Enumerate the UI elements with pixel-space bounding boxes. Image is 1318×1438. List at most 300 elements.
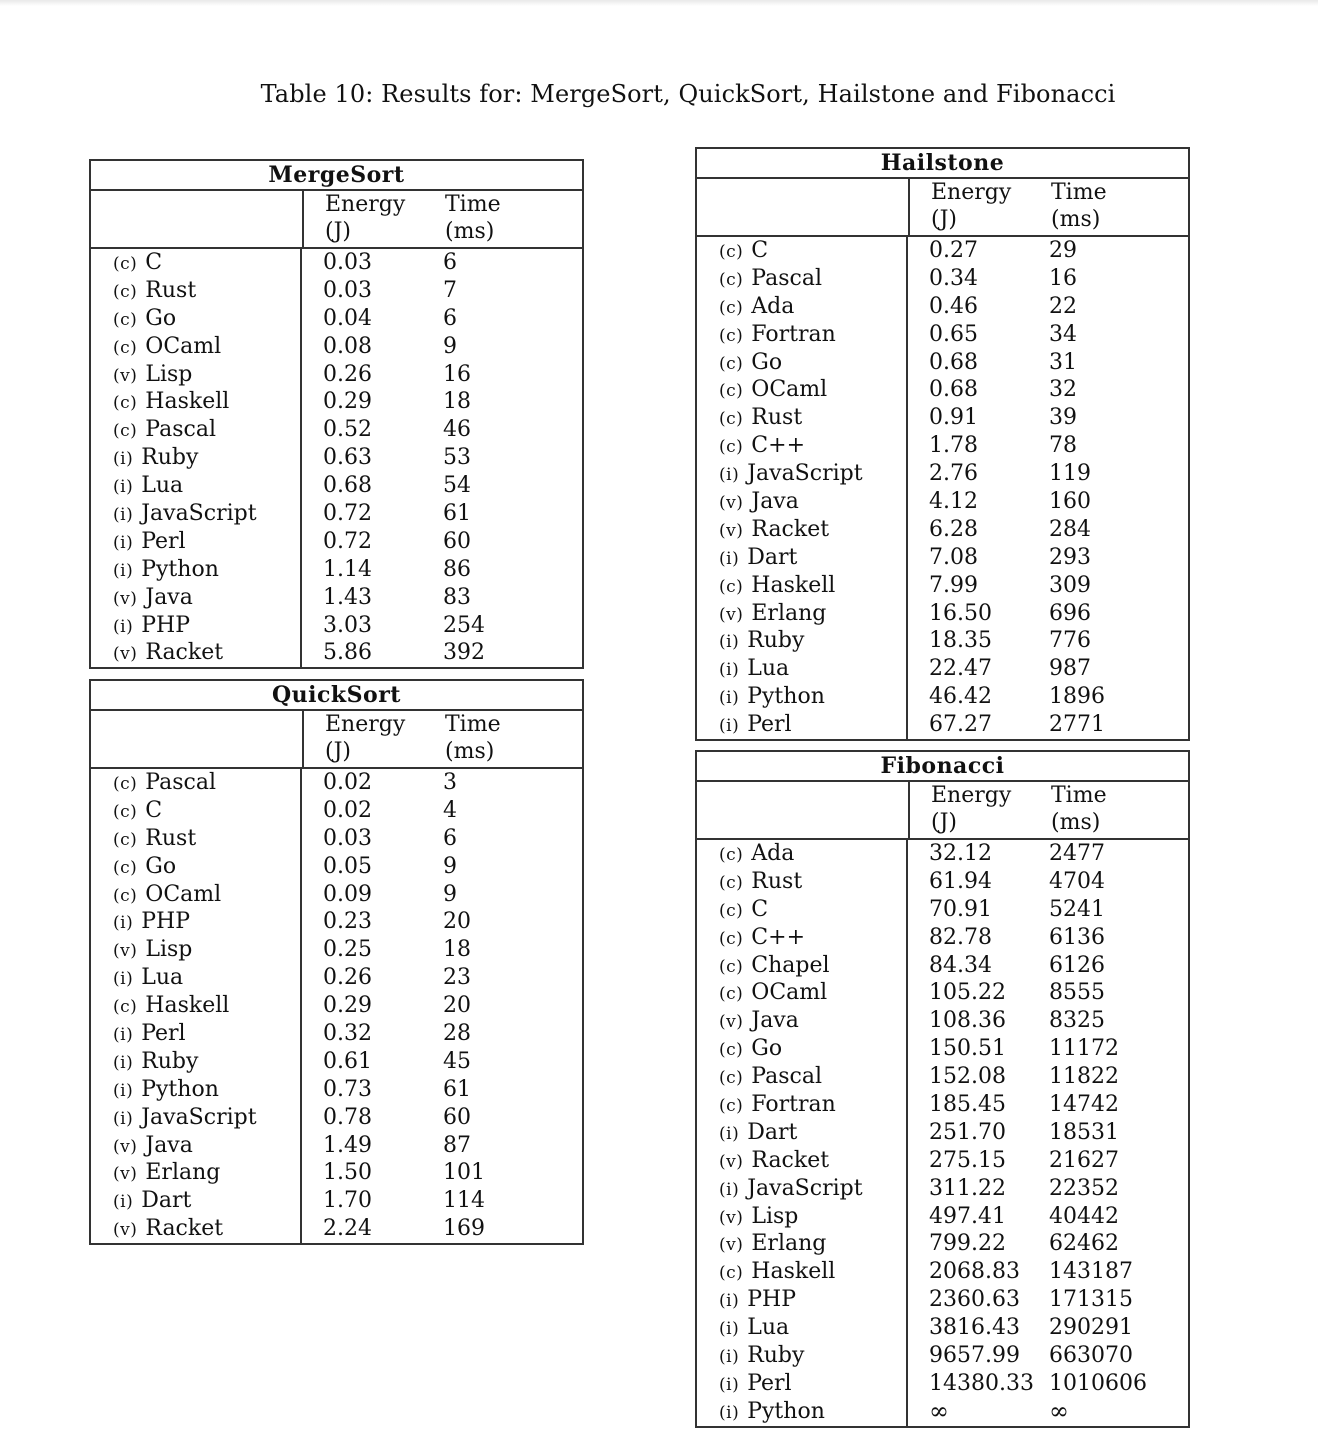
language-category-tag: (i) [113,477,134,498]
time-cell: 31 [1049,349,1077,375]
language-cell [113,908,300,936]
time-cell: 14742 [1049,1092,1119,1118]
language-name: Perl [747,712,792,738]
language-name: Lisp [145,361,193,387]
language-cell [719,655,906,683]
language-name: Rust [145,277,197,303]
table-title: Hailstone [697,149,1188,179]
energy-cell: 0.52 [323,417,372,443]
language-cell [719,572,906,600]
language-cell [113,936,300,964]
language-cell [113,769,300,797]
language-category-tag: (c) [719,956,744,977]
time-cell: 8555 [1049,980,1105,1006]
language-category-tag: (v) [113,588,138,609]
language-name: JavaScript [141,1104,257,1130]
energy-header-unit: (J) [931,207,957,232]
time-cell: 2771 [1049,712,1105,738]
language-name: Lua [747,656,790,682]
energy-cell: 18.35 [929,628,992,654]
time-column [443,249,582,667]
language-category-tag: (i) [719,688,740,709]
language-column [697,237,908,739]
language-name: C [145,797,163,823]
table-body [697,840,1188,1426]
energy-cell: 0.46 [929,293,978,319]
time-header-unit: (ms) [1051,810,1101,835]
language-cell [719,1091,906,1119]
language-category-tag: (c) [113,281,138,302]
time-cell: 6 [443,250,457,275]
language-name: Go [751,349,783,375]
language-category-tag: (v) [719,1012,744,1033]
language-name: C++ [751,924,805,950]
fibonacci-table [695,750,1190,1428]
language-cell [113,361,300,389]
language-name: Lisp [145,937,193,963]
energy-cell: 32.12 [929,841,992,866]
time-header-label: Time [445,712,501,737]
energy-cell: 61.94 [929,868,992,894]
language-cell [113,964,300,992]
time-cell: 1010606 [1049,1370,1147,1396]
language-cell [113,1215,300,1243]
language-cell [719,711,906,739]
language-name: Dart [747,1119,798,1145]
language-category-tag: (c) [113,829,138,850]
language-name: Python [747,684,825,710]
time-cell: 20 [443,909,471,935]
language-category-tag: (c) [113,885,138,906]
energy-cell: 0.68 [929,377,978,403]
language-cell [719,952,906,980]
language-cell [719,1175,906,1203]
language-name: Haskell [751,572,836,598]
language-name: C [751,896,769,922]
energy-cell: 6.28 [929,516,978,542]
language-category-tag: (c) [113,254,138,274]
language-cell [719,488,906,516]
energy-cell: 0.09 [323,881,372,907]
energy-column [908,237,1049,739]
time-cell: 254 [443,612,485,638]
language-name: Go [145,853,177,879]
time-cell: 34 [1049,321,1077,347]
language-cell [719,600,906,628]
energy-header [910,179,1051,235]
language-cell [113,639,300,667]
language-name: Ruby [141,1048,199,1074]
language-category-tag: (i) [719,465,740,486]
language-category-tag: (v) [719,1207,744,1228]
language-cell [113,797,300,825]
time-cell: 22352 [1049,1175,1119,1201]
hailstone-table [695,147,1190,741]
time-cell: 46 [443,417,471,443]
energy-cell: 108.36 [929,1008,1006,1034]
language-category-tag: (c) [719,1068,744,1089]
language-category-tag: (i) [719,1347,740,1368]
time-cell: 87 [443,1132,471,1158]
page-top-shadow [0,0,1318,6]
time-cell: 60 [443,528,471,554]
language-header-cell [697,179,910,235]
language-category-tag: (v) [719,520,744,541]
time-cell: 290291 [1049,1315,1133,1341]
table-title: QuickSort [91,681,582,711]
language-category-tag: (i) [719,1291,740,1312]
energy-cell: 251.70 [929,1119,1006,1145]
language-cell [113,1048,300,1076]
language-name: Lua [747,1315,790,1341]
language-category-tag: (i) [113,1192,134,1213]
energy-cell: 1.50 [323,1160,372,1186]
energy-cell: 22.47 [929,656,992,682]
language-category-tag: (c) [113,801,138,822]
language-name: C [751,238,769,263]
language-name: Perl [747,1370,792,1396]
energy-cell: 152.08 [929,1064,1006,1090]
language-name: Rust [145,825,197,851]
energy-cell: 0.04 [323,305,372,331]
time-cell: 6136 [1049,924,1105,950]
language-name: Lua [141,473,184,499]
language-category-tag: (i) [719,660,740,681]
table-body [697,237,1188,739]
language-name: Erlang [751,600,827,626]
time-cell: 6 [443,825,457,851]
energy-cell: 0.68 [323,473,372,499]
time-cell: 23 [443,965,471,991]
language-cell [113,881,300,909]
language-cell [719,265,906,293]
table-caption: Table 10: Results for: MergeSort, QuickSort, Hailstone and Fibonacci [260,80,1116,108]
language-cell [719,1063,906,1091]
language-cell [113,853,300,881]
energy-cell: 4.12 [929,489,978,515]
language-column [91,769,302,1243]
time-cell: 28 [443,1021,471,1047]
time-header-label: Time [1051,180,1107,205]
energy-cell: 84.34 [929,952,992,978]
time-cell: 663070 [1049,1343,1133,1369]
time-header-label: Time [1051,783,1107,808]
language-category-tag: (c) [719,900,744,921]
language-category-tag: (c) [719,353,744,374]
language-name: Python [747,1398,825,1424]
time-cell: 16 [1049,265,1077,291]
energy-cell: 1.14 [323,556,372,582]
language-cell [113,500,300,528]
language-name: C [145,250,163,275]
energy-cell: 0.68 [929,349,978,375]
language-category-tag: (c) [719,242,744,262]
language-cell [719,1342,906,1370]
language-category-tag: (c) [719,928,744,949]
table-header [91,711,582,769]
language-category-tag: (v) [719,1235,744,1256]
energy-column [908,840,1049,1426]
energy-cell: 0.72 [323,528,372,554]
energy-cell: 1.43 [323,584,372,610]
energy-cell: 185.45 [929,1092,1006,1118]
language-cell [719,1203,906,1231]
energy-cell: 14380.33 [929,1370,1034,1396]
time-cell: 61 [443,501,471,527]
language-category-tag: (v) [113,1136,138,1157]
energy-cell: 0.65 [929,321,978,347]
energy-cell: 16.50 [929,600,992,626]
language-cell [719,979,906,1007]
energy-cell: 2068.83 [929,1259,1020,1285]
language-cell [113,1104,300,1132]
language-name: Rust [751,868,803,894]
language-category-tag: (v) [113,1164,138,1185]
time-cell: 9 [443,881,457,907]
energy-cell: 0.27 [929,238,978,263]
language-name: Python [141,1076,219,1102]
time-column [1049,840,1188,1426]
time-cell: 5241 [1049,896,1105,922]
time-cell: 20 [443,993,471,1019]
time-cell: 8325 [1049,1008,1105,1034]
time-cell: 16 [443,361,471,387]
language-name: Go [145,305,177,331]
language-category-tag: (c) [719,1096,744,1117]
language-category-tag: (i) [719,716,740,737]
energy-cell: 0.29 [323,993,372,1019]
time-cell: 61 [443,1076,471,1102]
time-header [445,191,582,247]
language-name: Haskell [145,389,230,415]
table-header [697,179,1188,237]
language-category-tag: (i) [719,1374,740,1395]
energy-cell: 3.03 [323,612,372,638]
time-cell: 29 [1049,238,1077,263]
language-name: Java [751,489,799,515]
language-category-tag: (i) [113,532,134,553]
energy-header-unit: (J) [325,219,351,244]
energy-cell: 150.51 [929,1036,1006,1062]
time-cell: 696 [1049,600,1091,626]
language-category-tag: (c) [113,393,138,414]
language-cell [113,556,300,584]
energy-cell: 2.76 [929,461,978,487]
energy-header [304,711,445,767]
language-column [91,249,302,667]
language-category-tag: (v) [113,365,138,386]
energy-cell: 0.02 [323,797,372,823]
language-name: Perl [141,528,186,554]
language-cell [719,460,906,488]
language-category-tag: (i) [719,1179,740,1200]
energy-cell: 0.08 [323,333,372,359]
language-name: Ruby [747,628,805,654]
time-cell: 39 [1049,405,1077,431]
language-category-tag: (c) [113,774,138,794]
language-name: Racket [751,516,830,542]
language-name: Java [145,1132,193,1158]
language-name: Pascal [751,265,822,291]
time-header [1051,782,1188,838]
language-category-tag: (i) [719,1402,740,1423]
time-header [1051,179,1188,235]
language-column [697,840,908,1426]
energy-cell: 9657.99 [929,1343,1020,1369]
time-cell: 392 [443,640,485,666]
time-cell: 171315 [1049,1287,1133,1313]
time-column [1049,237,1188,739]
energy-cell: 46.42 [929,684,992,710]
language-category-tag: (c) [113,421,138,442]
language-category-tag: (c) [719,325,744,346]
language-category-tag: (i) [113,969,134,990]
language-category-tag: (v) [719,493,744,514]
language-name: OCaml [145,881,222,907]
time-cell: 9 [443,853,457,879]
time-cell: 987 [1049,656,1091,682]
energy-cell: 2360.63 [929,1287,1020,1313]
language-category-tag: (c) [719,437,744,458]
language-name: Erlang [751,1231,827,1257]
language-cell [113,825,300,853]
language-cell [719,293,906,321]
energy-cell: 0.03 [323,277,372,303]
language-cell [719,1119,906,1147]
time-cell: 78 [1049,433,1077,459]
energy-cell: 0.63 [323,445,372,471]
language-category-tag: (i) [113,1025,134,1046]
time-cell: 6126 [1049,952,1105,978]
language-cell [719,1286,906,1314]
language-cell [719,376,906,404]
language-category-tag: (i) [113,505,134,526]
language-category-tag: (i) [719,1319,740,1340]
language-name: Java [751,1008,799,1034]
time-cell: 284 [1049,516,1091,542]
energy-cell: 2.24 [323,1216,372,1242]
language-cell [719,1230,906,1258]
energy-cell: 0.25 [323,937,372,963]
time-cell: 160 [1049,489,1091,515]
time-cell: 101 [443,1160,485,1186]
energy-cell: 0.61 [323,1048,372,1074]
language-name: OCaml [751,377,828,403]
energy-cell: 0.91 [929,405,978,431]
language-name: Ada [751,841,795,866]
energy-cell: 275.15 [929,1147,1006,1173]
language-cell [113,1187,300,1215]
language-category-tag: (c) [113,997,138,1018]
language-cell [113,1159,300,1187]
language-name: Pascal [145,417,216,443]
time-cell: 22 [1049,293,1077,319]
language-category-tag: (v) [719,1151,744,1172]
energy-cell: 82.78 [929,924,992,950]
language-name: Fortran [751,321,836,347]
language-name: JavaScript [747,1175,863,1201]
time-cell: 293 [1049,544,1091,570]
language-name: Java [145,584,193,610]
language-category-tag: (c) [113,337,138,358]
language-name: PHP [141,909,190,935]
energy-column [302,769,443,1243]
language-category-tag: (i) [113,1052,134,1073]
energy-column [302,249,443,667]
language-cell [719,1035,906,1063]
language-category-tag: (i) [113,560,134,581]
energy-header-label: Energy [931,783,1012,808]
language-category-tag: (c) [719,409,744,430]
language-category-tag: (c) [719,381,744,402]
time-cell: 776 [1049,628,1091,654]
time-header-label: Time [445,192,501,217]
language-category-tag: (c) [719,1263,744,1284]
time-cell: 18531 [1049,1119,1119,1145]
language-name: Ruby [141,445,199,471]
time-header [445,711,582,767]
language-cell [113,416,300,444]
energy-cell: 7.99 [929,572,978,598]
energy-header-label: Energy [931,180,1012,205]
language-name: Pascal [751,1064,822,1090]
language-cell [113,528,300,556]
language-name: Ada [751,293,795,319]
language-cell [719,1314,906,1342]
language-cell [113,1020,300,1048]
language-cell [719,404,906,432]
time-column [443,769,582,1243]
time-cell: 18 [443,389,471,415]
energy-cell: 0.23 [323,909,372,935]
language-category-tag: (c) [719,576,744,597]
language-name: PHP [141,612,190,638]
language-name: Perl [141,1021,186,1047]
energy-cell: 1.70 [323,1188,372,1214]
time-cell: 53 [443,445,471,471]
language-cell [719,840,906,868]
language-category-tag: (v) [113,1220,138,1241]
language-cell [719,924,906,952]
language-name: Racket [145,640,224,666]
time-cell: 4 [443,797,457,823]
table-header [91,191,582,249]
time-cell: 309 [1049,572,1091,598]
energy-cell: 799.22 [929,1231,1006,1257]
language-name: OCaml [751,980,828,1006]
language-cell [113,388,300,416]
language-name: PHP [747,1287,796,1313]
language-category-tag: (c) [113,309,138,330]
language-cell [113,444,300,472]
language-cell [719,237,906,265]
language-cell [113,584,300,612]
language-header-cell [91,191,304,247]
energy-cell: 0.32 [323,1021,372,1047]
time-cell: 40442 [1049,1203,1119,1229]
language-name: Erlang [145,1160,221,1186]
language-name: Rust [751,405,803,431]
language-category-tag: (i) [113,1080,134,1101]
language-cell [719,1398,906,1426]
language-category-tag: (i) [719,1123,740,1144]
time-cell: 11172 [1049,1036,1119,1062]
language-name: Ruby [747,1343,805,1369]
energy-cell: 0.02 [323,770,372,795]
language-cell [719,627,906,655]
energy-cell: 70.91 [929,896,992,922]
energy-cell: 497.41 [929,1203,1006,1229]
